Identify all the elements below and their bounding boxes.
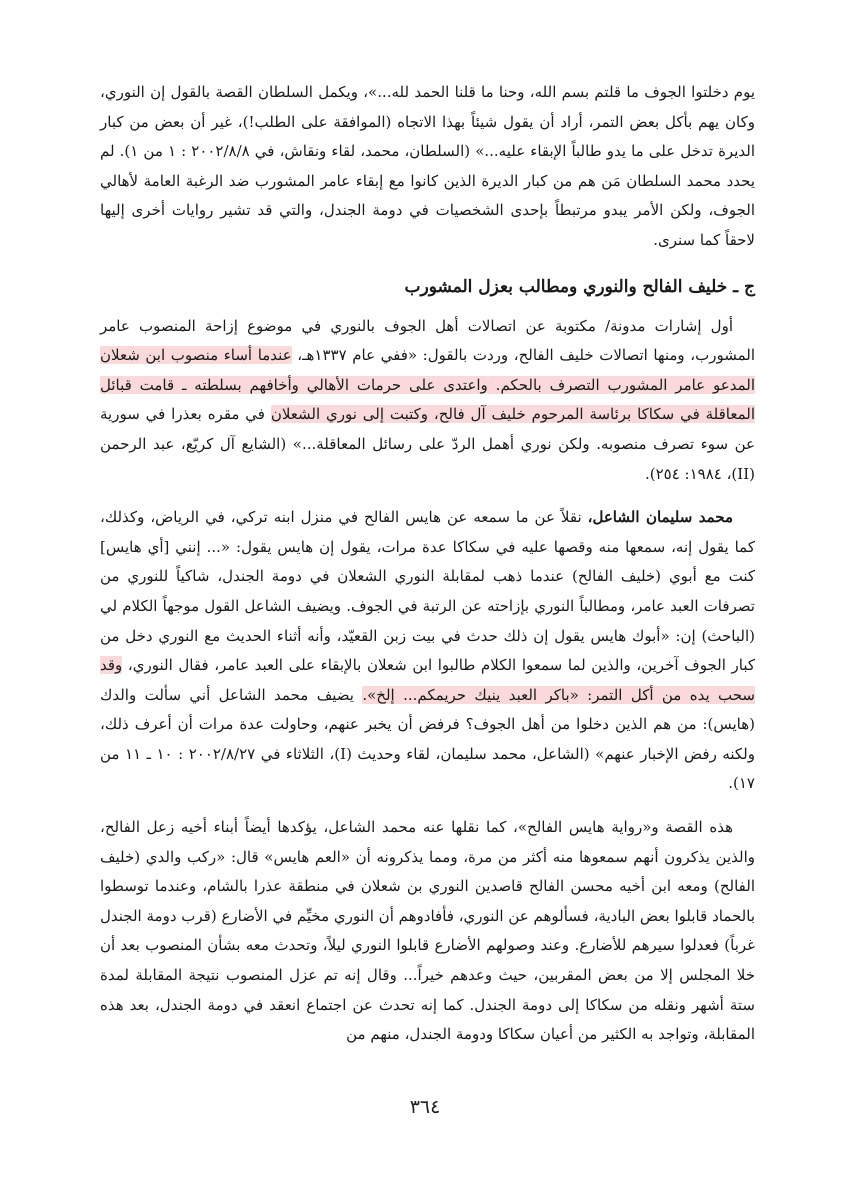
highlighted-text: وقد سحب يده من أكل التمر: «باكر العبد ينيك حريمكم... إلخ». [100, 656, 755, 704]
paragraph-first-references [100, 312, 755, 490]
page-number: ٣٦٤ [409, 1096, 441, 1118]
highlighted-text: واعتدى على حرمات الأهالي وأخافهم بسلطته ـ قامت قبائل المعاقلة في سكاكا برئاسة المرحوم خليف آل فالح، وكتبت إلى نوري الشعلان [100, 375, 755, 424]
paragraph-text: هذه القصة و«رواية هايس الفالح»، كما نقلها عنه محمد الشاعل، يؤكدها أيضاً أبناء أخيه زعل الفالح، والذين يذكرون أنهم سمعوها منه أكثر من مرة، ومما يذكرونه أن «العم هايس» قال: «ركب والدي (خليف الفالح) ومعه ابن أخيه محسن الفالح قاصدين النوري بن شعلان في منطقة عذرا بالشام، وعندما توسطوا بالحماد قابلوا بعض البادية، فسألوهم عن النوري، فأفادوهم أن النوري مخيِّم في الأضارع (قرب دومة الجندل غرباً) فعدلوا سيرهم للأضارع. وعند وصولهم الأضارع قابلوا النوري ليلاً، وتحدث معه بشأن المنصوب بعد أن خلا المجلس إلا من بعض المقربين، حيث وعدهم خيراً... وقال إنه تم عزل المنصوب نتيجة المقابلة لمدة ستة أشهر ونقله من سكاكا إلى دومة الجندل. كما إنه تحدث عن اجتماع انعقد في دومة الجندل، بعد هذه المقابلة، وتواجد به الكثير من أعيان سكاكا ودومة الجندل، منهم من [100, 818, 755, 1044]
paragraph-text: نقلاً عن ما سمعه عن هايس الفالح في منزل ابنه تركي، في الرياض، وكذلك، كما يقول إنه، سمعها منه وقصها عليه في سكاكا عدة مرات، يقول إن هايس يقول: «... إنني [أي هايس] كنت مع أبوي (خليف الفالح) عندما ذهب لمقابلة النوري الشعلان في دومة الجندل، شاكياً للنوري من تصرفات العبد عامر، ومطالباً النوري بإزاحته عن الرتبة في الجوف. ويضيف الشاعل القول موجهاً الكلام لي (الباحث) إن: «أبوك هايس يقول إن ذلك حدث في بيت زبن القعيّد، وأنه أثناء الحديث مع النوري دخل من كبار الجوف آخرين، والذين لما سمعوا الكلام طالبوا ابن شعلان بالإبقاء على العبد عامر، فقال النوري، [100, 508, 755, 675]
paragraph-text: يضيف محمد الشاعل أني سألت والدك (هايس): من هم الذين دخلوا من أهل الجوف؟ فرفض أن يخبر عنهم، وحاولت عدة مرات أن أعرف ذلك، ولكنه رفض الإخبار عنهم» (الشاعل، محمد سليمان، لقاء وحديث (I)، الثلاثاء في ٢٠٠٢/٨/٢٧ : ١٠ ـ ١١ من ١٧). [100, 685, 755, 793]
narrator-name: محمد سليمان الشاعل، [587, 508, 733, 527]
paragraph-shaal-account [100, 503, 755, 799]
section-heading: ج ـ خليف الفالح والنوري ومطالب بعزل المشورب [404, 276, 755, 297]
paragraph-sultan-account [100, 78, 755, 256]
document-page [100, 78, 755, 1140]
paragraph-text: أول إشارات مدونة/ مكتوبة عن اتصالات أهل الجوف بالنوري في موضوع إزاحة المنصوب عامر المشورب، ومنها اتصالات خليف الفالح، وردت بالقول: «ففي عام ١٣٣٧هـ، [100, 316, 756, 365]
highlighted-text: عندما أساء منصوب ابن شعلان المدعو عامر المشورب التصرف بالحكم. [100, 346, 755, 394]
paragraph-hayis-story [100, 813, 755, 1050]
paragraph-text: يوم دخلتوا الجوف ما قلتم بسم الله، وحنا ما قلنا الحمد لله...»، ويكمل السلطان القصة بالقول إن النوري، وكان يهم بأكل بعض التمر، أراد أن يقول شيئاً بهذا الاتجاه (الموافقة على الطلب!)، غير أن بعض من كبار الديرة تدخل على ما يدو طالباً الإبقاء عليه...» (السلطان، محمد، لقاء ونقاش، في ٢٠٠٢/٨/٨ : ١ من ١). لم يحدد محمد السلطان مَن هم من كبار الديرة الذين كانوا مع إبقاء عامر المشورب ضد الرغبة العامة لأهالي الجوف، ولكن الأمر يبدو مرتبطاً بإحدى الشخصيات في دومة الجندل، والتي قد تشير روايات أخرى إليها لاحقاً كما سنرى. [100, 83, 755, 249]
paragraph-text: في مقره بعذرا في سورية عن سوء تصرف منصوبه. ولكن نوري أهمل الردّ على رسائل المعاقلة...» (الشايع آل كريّع، عبد الرحمن (II)، ١٩٨٤: ٢٥٤). [100, 405, 755, 483]
